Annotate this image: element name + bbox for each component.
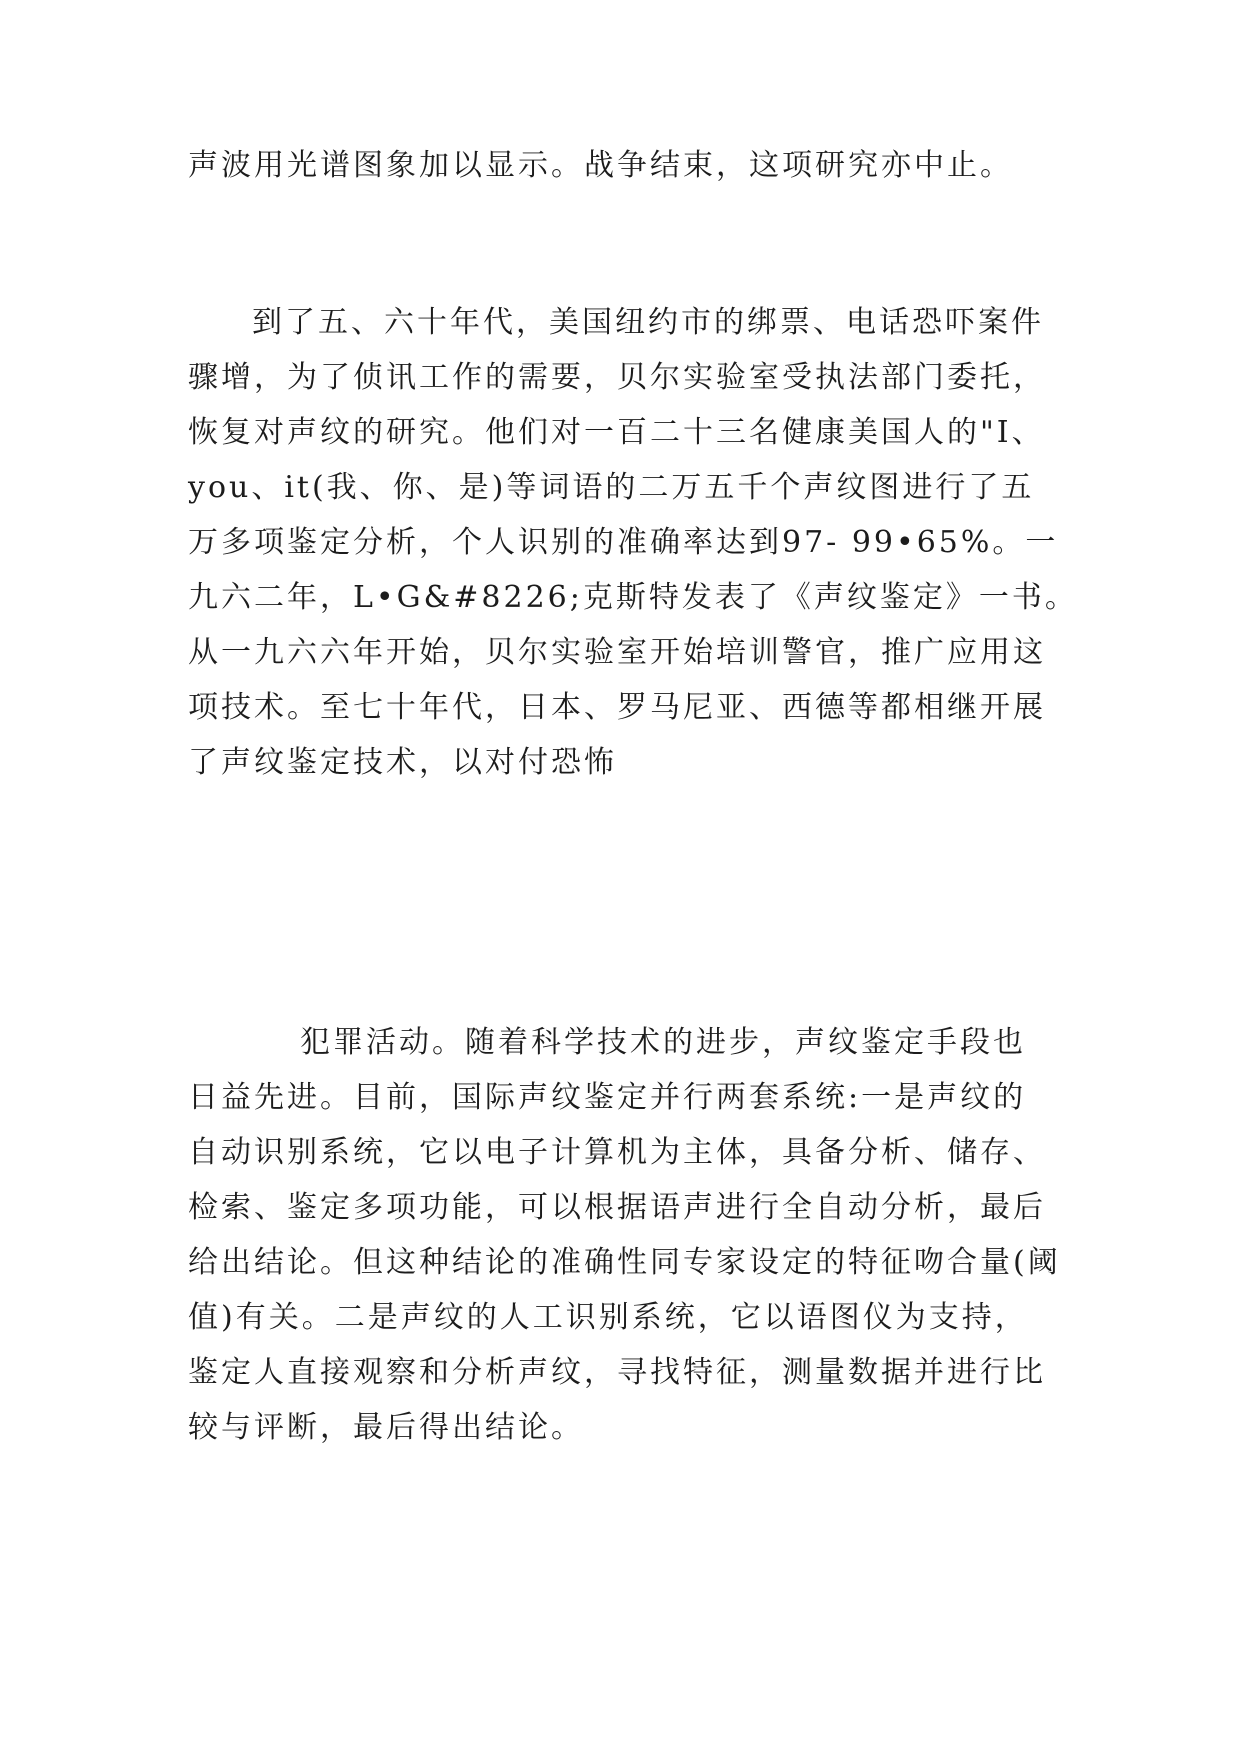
text-line: 检索、鉴定多项功能，可以根据语声进行全自动分析，最后 bbox=[188, 1190, 1046, 1225]
text-line: 到了五、六十年代，美国纽约市的绑票、电话恐吓案件 bbox=[252, 305, 1044, 340]
text-line: 万多项鉴定分析，个人识别的准确率达到97- 99•65%。一 bbox=[188, 525, 1059, 560]
text-line: 项技术。至七十年代，日本、罗马尼亚、西德等都相继开展 bbox=[188, 690, 1046, 725]
text-line: 值)有关。二是声纹的人工识别系统，它以语图仪为支持， bbox=[188, 1300, 1028, 1335]
text-line: 犯罪活动。随着科学技术的进步，声纹鉴定手段也 bbox=[300, 1025, 1026, 1060]
text-line: 九六二年，L•G&#8226;克斯特发表了《声纹鉴定》一书。 bbox=[188, 580, 1078, 615]
text-line: 自动识别系统，它以电子计算机为主体，具备分析、储存、 bbox=[188, 1135, 1046, 1170]
text-line: 较与评断，最后得出结论。 bbox=[188, 1410, 584, 1445]
text-line: 给出结论。但这种结论的准确性同专家设定的特征吻合量(阈 bbox=[188, 1245, 1061, 1280]
text-line: 骤增，为了侦讯工作的需要，贝尔实验室受执法部门委托， bbox=[188, 360, 1046, 395]
text-line: 日益先进。目前，国际声纹鉴定并行两套系统:一是声纹的 bbox=[188, 1080, 1027, 1115]
text-line: you、it(我、你、是)等词语的二万五千个声纹图进行了五 bbox=[188, 470, 1035, 505]
text-line: 从一九六六年开始，贝尔实验室开始培训警官，推广应用这 bbox=[188, 635, 1046, 670]
text-line: 鉴定人直接观察和分析声纹，寻找特征，测量数据并进行比 bbox=[188, 1355, 1046, 1390]
text-line: 了声纹鉴定技术，以对付恐怖 bbox=[188, 745, 617, 780]
text-line: 声波用光谱图象加以显示。战争结束，这项研究亦中止。 bbox=[188, 148, 1013, 183]
text-line: 恢复对声纹的研究。他们对一百二十三名健康美国人的"I、 bbox=[188, 415, 1045, 450]
